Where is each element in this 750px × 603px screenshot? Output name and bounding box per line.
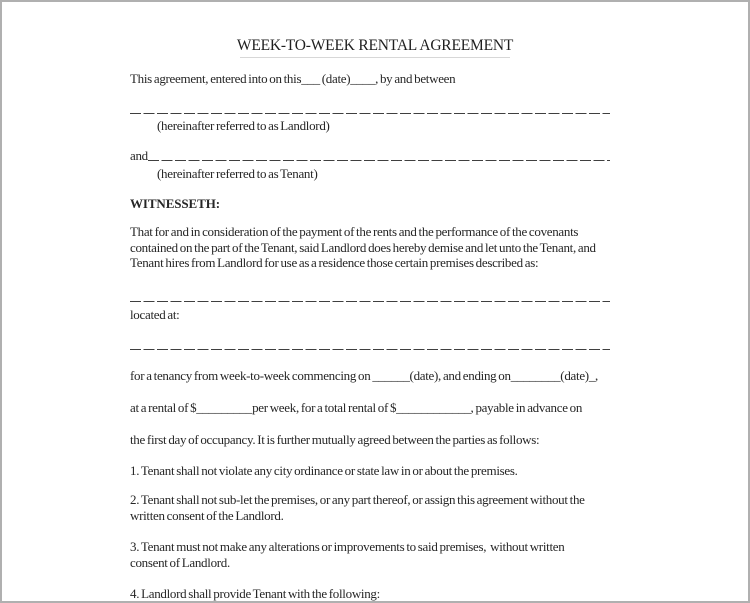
clause-line: consent of Landlord. — [130, 554, 230, 570]
and-row — [130, 148, 610, 163]
clause-line: 1. Tenant shall not violate any city ordinance or state law in or about the premises. — [130, 463, 518, 478]
clause-4 — [130, 586, 610, 602]
tenancy-line: for a tenancy from week-to-week commencing on ______(date), and ending on________(date)_, — [130, 368, 598, 383]
clause-line: 4. Landlord shall provide Tenant with the following: — [130, 586, 380, 601]
occupancy-line: the first day of occupancy. It is further mutually agreed between the parties as follows: — [130, 432, 540, 447]
intro-line: This agreement, entered into on this___ (date)____, by and between — [130, 71, 456, 86]
located-at-label: located at: — [130, 307, 180, 322]
paragraph-line: contained on the part of the Tenant, said Landlord does hereby demise and let unto the Tenant, and — [130, 239, 596, 255]
clause-1 — [130, 463, 610, 479]
document-body — [130, 2, 610, 601]
witnesseth-heading: WITNESSETH: — [130, 196, 220, 211]
landlord-reference-label: (hereinafter referred to as Landlord) — [157, 118, 330, 133]
premises-description-blank — [130, 301, 610, 302]
consideration-paragraph — [130, 224, 610, 271]
clause-line: 2. Tenant shall not sub-let the premises, or any part thereof, or assign this agreement without the — [130, 492, 585, 507]
clause-3 — [130, 539, 610, 570]
tenant-reference-label: (hereinafter referred to as Tenant) — [157, 166, 318, 181]
paragraph-line: That for and in consideration of the payment of the rents and the performance of the covenants — [130, 224, 579, 239]
tenant-name-blank — [148, 160, 610, 161]
address-blank — [130, 349, 610, 350]
paragraph-line: Tenant hires from Landlord for use as a residence those certain premises described as: — [130, 255, 539, 271]
clause-2 — [130, 492, 610, 523]
rental-line: at a rental of $_________per week, for a total rental of $____________, payable in advance on — [130, 400, 583, 415]
and-label: and — [130, 148, 148, 163]
clause-line: written consent of the Landlord. — [130, 507, 284, 523]
document-title: WEEK-TO-WEEK RENTAL AGREEMENT — [236, 37, 514, 54]
landlord-name-blank — [130, 113, 610, 114]
clause-line: 3. Tenant must not make any alterations or improvements to said premises, without written — [130, 539, 565, 554]
